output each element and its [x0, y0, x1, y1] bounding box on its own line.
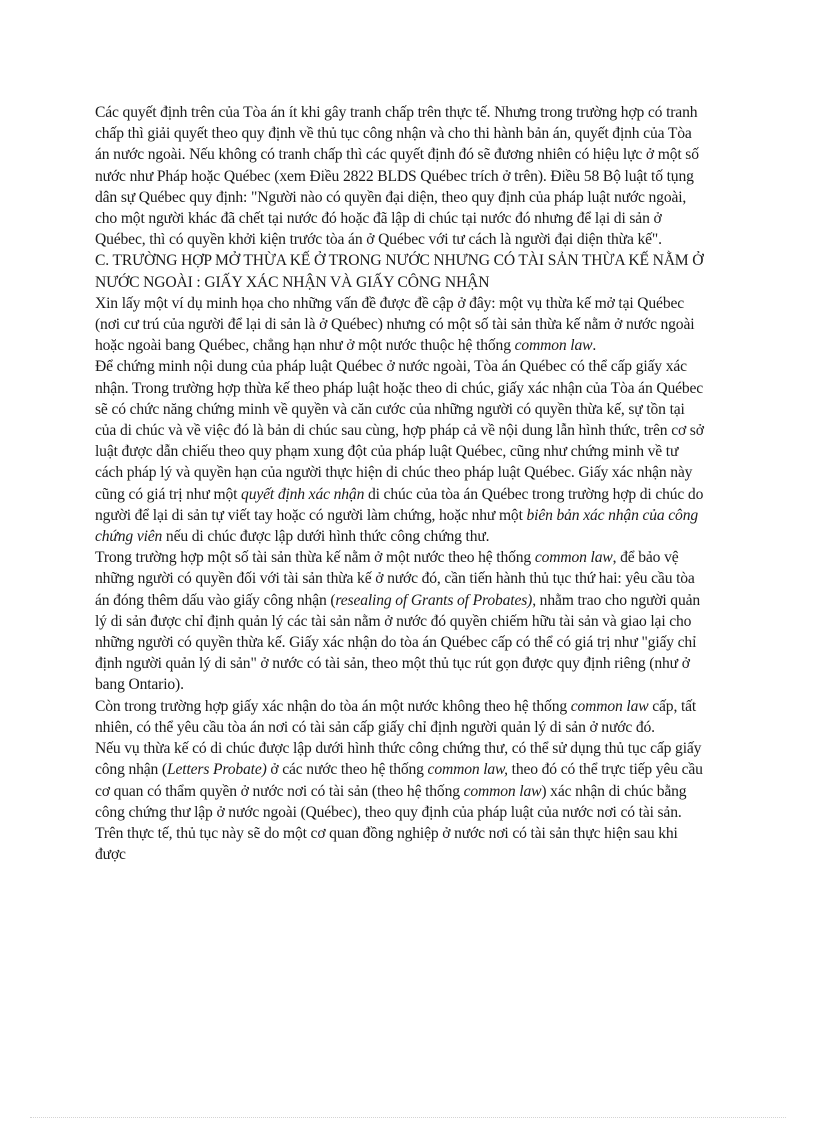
italic-run: biên bản xác nhận của công chứng viên: [95, 506, 698, 546]
text-run: Nếu vụ thừa kế có di chúc được lập dưới hình thức công chứng thư, có thể sử dụng thủ tục cấp giấy công nhận (: [95, 740, 702, 779]
text-run: .: [592, 337, 597, 355]
page-bottom-divider: [30, 1117, 786, 1118]
text-run: Các quyết định trên của Tòa án ít khi gây tranh chấp trên thực tế. Nhưng trong trường hợp có tranh chấp thì giải quyết theo quy định về thủ tục công nhận và cho thi hành bản án, quyết định của Tòa án nước ngoài. Nếu không có tranh chấp thì các quyết định đó sẽ đương nhiên có hiệu lực ở một số nước như Pháp hoặc Québec (xem Điều 2822 BLDS Québec trích ở trên). Điều 58 Bộ luật tố tụng dân sự Québec quy định: "Người nào có quyền đại diện, theo quy định của pháp luật nước ngoài, cho một người khác đã chết tại nước đó hoặc đã lập di chúc tại nước đó nhưng để lại di sản ở Québec, thì có quyền khởi kiện trước tòa án ở Québec với tư cách là người đại diện thừa kế".: [95, 104, 699, 249]
text-run: di chúc của tòa án Québec trong trường hợp di chúc do người để lại di sản tự viết tay hoặc có người làm chứng, hoặc như một: [95, 485, 704, 524]
italic-run: common law: [534, 549, 613, 567]
text-run: ở các nước theo hệ thống: [266, 761, 428, 779]
paragraph-example: [95, 293, 709, 357]
paragraph-common-law-assets: [95, 547, 709, 695]
document-body: [95, 102, 709, 865]
section-heading-line-1: [95, 250, 709, 271]
italic-run: common law: [463, 782, 542, 800]
text-run: Để chứng minh nội dung của pháp luật Québec ở nước ngoài, Tòa án Québec có thể cấp giấy xác nhận. Trong trường hợp thừa kế theo pháp luật hoặc theo di chúc, giấy xác nhận của Tòa án Québec sẽ có chức năng chứng minh về quyền và căn cước của những người có quyền thừa kế, sự tồn tại của di chúc và về việc đó là bản di chúc sau cùng, hợp pháp cả về nội dung lẫn hình thức, trên cơ sở luật được dẫn chiếu theo quy phạm xung đột của pháp luật Québec, cũng như chứng minh về tư cách pháp lý và quyền hạn của người thực hiện di chúc theo pháp luật Québec. Giấy xác nhận này cũng có giá trị như một: [95, 358, 704, 503]
text-run: Trong trường hợp một số tài sản thừa kế nằm ở một nước theo hệ thống: [95, 549, 535, 567]
text-run: Còn trong trường hợp giấy xác nhận do tòa án một nước không theo hệ thống: [95, 697, 571, 715]
text-run: cấp, tất nhiên, có thể yêu cầu tòa án nơi có tài sản cấp giấy chỉ định người quản lý di sản ở nước đó.: [95, 697, 697, 736]
text-run: , nhằm trao cho người quản lý di sản được chỉ định quản lý các tài sản nằm ở nước đó quyền chiếm hữu tài sản và giao lại cho những người có quyền thừa kế. Giấy xác nhận do tòa án Québec cấp có thể có giá trị như "giấy chỉ định người quản lý di sản" ở nước có tài sản, theo một thủ tục rút gọn được quy định riêng (như ở bang Ontario).: [95, 591, 701, 694]
text-run: C. TRƯỜNG HỢP MỞ THỪA KẾ Ở TRONG NƯỚC NHƯNG CÓ TÀI SẢN THỪA KẾ NẰM Ở: [95, 252, 704, 270]
text-run: nếu di chúc được lập dưới hình thức công chứng thư.: [162, 528, 490, 546]
text-run: ) xác nhận di chúc bằng công chứng thư lập ở nước ngoài (Québec), theo quy định của pháp luật của nước nơi có tài sản. Trên thực tế, thủ tục này sẽ do một cơ quan đồng nghiệp ở nước nơi có tài sản thực hiện sau khi được: [95, 782, 687, 864]
italic-run: common law: [570, 697, 649, 715]
paragraph-letters-probate: [95, 738, 709, 865]
italic-run: resealing of Grants of Probates): [335, 591, 533, 609]
section-heading-line-2: [95, 272, 709, 293]
italic-run: quyết định xác nhận: [241, 485, 365, 503]
paragraph-non-common-law: [95, 696, 709, 738]
text-run: NƯỚC NGOÀI : GIẤY XÁC NHẬN VÀ GIẤY CÔNG NHẬN: [95, 273, 490, 291]
paragraph-intro: [95, 102, 709, 250]
text-run: Xin lấy một ví dụ minh họa cho những vấn đề được đề cập ở đây: một vụ thừa kế mở tại Québec (nơi cư trú của người để lại di sản là ở Québec) nhưng có một số tài sản thừa kế nằm ở nước ngoài hoặc ngoài bang Québec, chẳng hạn như ở một nước thuộc hệ thống: [95, 294, 695, 355]
paragraph-certificate: [95, 356, 709, 547]
italic-run: Letters Probate): [166, 761, 267, 779]
italic-run: common law,: [427, 761, 508, 779]
text-run: theo đó có thể trực tiếp yêu cầu cơ quan có thẩm quyền ở nước nơi có tài sản (theo hệ thống: [95, 761, 703, 800]
italic-run: common law: [514, 337, 593, 355]
text-run: , để bảo vệ những người có quyền đối với tài sản thừa kế ở nước đó, cần tiến hành thủ tục thứ hai: yêu cầu tòa án đóng thêm dấu vào giấy công nhận (: [95, 549, 695, 609]
